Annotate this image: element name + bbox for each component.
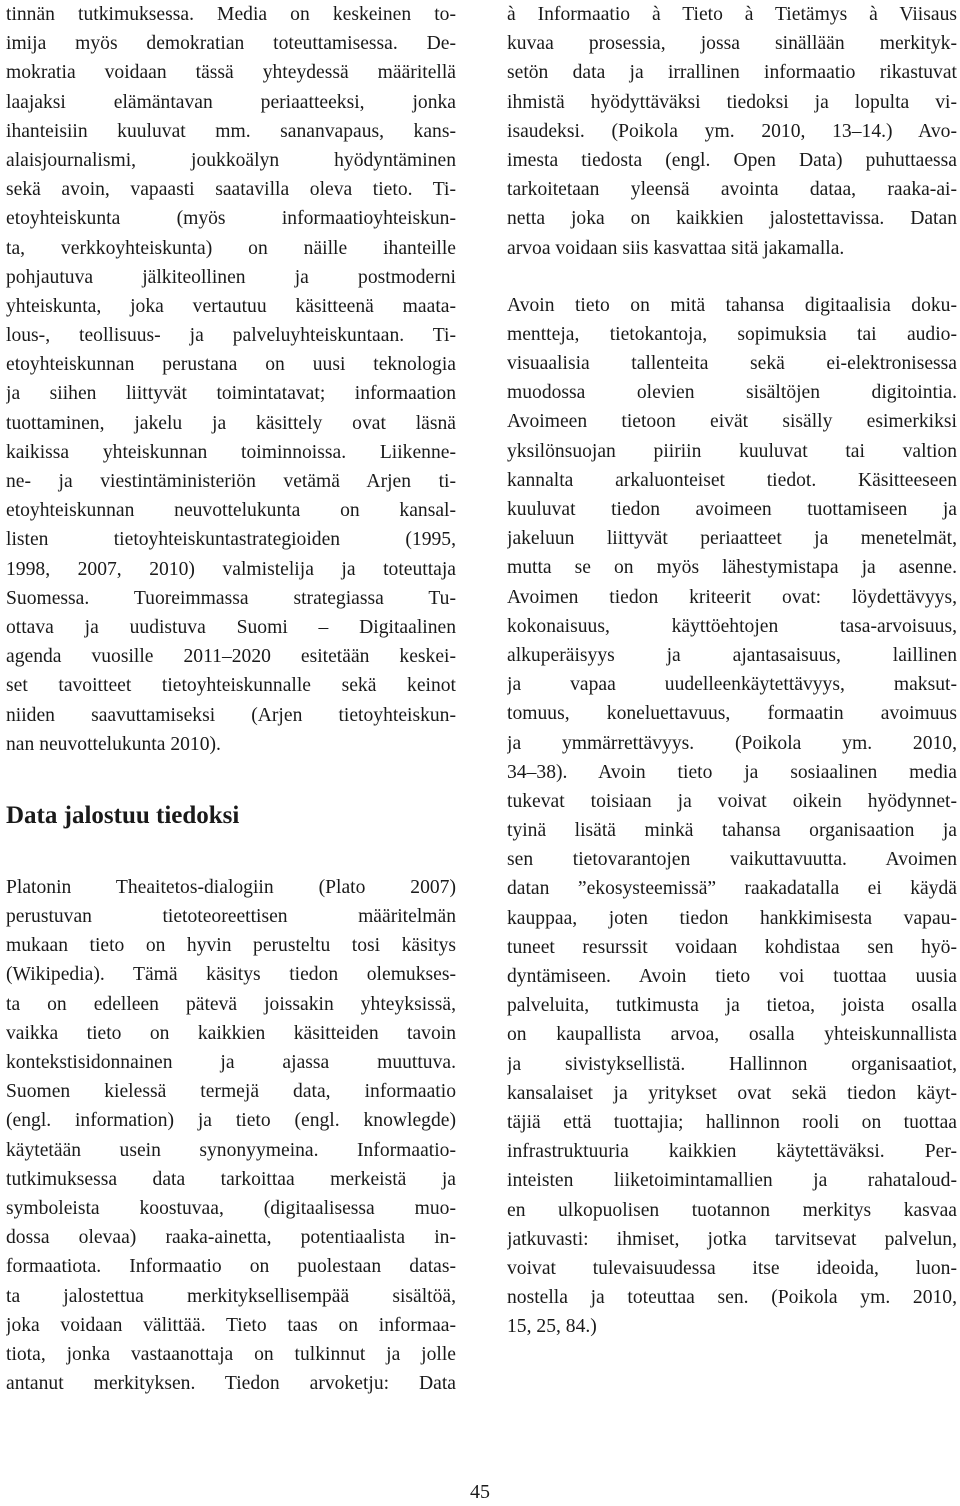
text-line: nostella ja toteuttaa sen. (Poikola ym. 2010, xyxy=(507,1287,957,1309)
text-line: dossa olevaa) raaka-ainetta, potentiaalista in- xyxy=(6,1227,456,1249)
text-line: agenda vuosille 2011–2020 esitetään keskei- xyxy=(6,646,456,668)
text-line: sen tietovarantojen vaikuttavuutta. Avoimen xyxy=(507,849,957,871)
text-line: ihanteisiin kuuluvat mm. sananvapaus, kans- xyxy=(6,120,456,142)
text-line: 15, 25, 84.) xyxy=(507,1316,597,1338)
text-line: tukevat toisiaan ja voivat oikein hyödynnet- xyxy=(507,790,957,812)
text-line: symboleista koostuvaa, (digitaalisessa muo- xyxy=(6,1197,456,1219)
left-column xyxy=(6,0,456,1398)
text-line: Avoimen tiedon kriteerit ovat: löydettävyys, xyxy=(507,586,957,608)
text-line: on kaupallista arvoa, osalla yhteiskunnallista xyxy=(507,1024,957,1046)
text-line: sekä avoin, vapaasti saatavilla oleva tieto. Ti- xyxy=(6,179,456,201)
text-line: mentteja, tietokantoja, sopimuksia tai audio- xyxy=(507,323,957,345)
text-line: kontekstisidonnainen ja ajassa muuttuva. xyxy=(6,1052,456,1073)
text-line: Platonin Theaitetos-dialogiin (Plato 2007) xyxy=(6,876,456,898)
text-line: antanut merkityksen. Tiedon arvoketju: Data xyxy=(6,1373,456,1395)
text-line: Avoimeen tietoon eivät sisälly esimerkiksi xyxy=(507,411,957,433)
text-line: Suomen kielessä termejä data, informaatio xyxy=(6,1081,456,1103)
text-line: datan ”ekosysteemissä” raakadatalla ei käydä xyxy=(507,878,957,900)
text-line: netta joka on kaikkien jalostettavissa. Datan xyxy=(507,208,957,230)
text-line: ihmistä hyödyttäväksi tiedoksi ja lopulta vi- xyxy=(507,91,957,113)
text-line: ottava ja uudistuva Suomi – Digitaalinen xyxy=(6,616,456,638)
text-line: jakeluun liittyvät periaatteet ja menetelmät, xyxy=(507,528,957,550)
text-line: ta, verkkoyhteiskunta) on näille ihanteille xyxy=(6,237,456,259)
text-line: kansalaiset ja yritykset ovat sekä tiedon käyt- xyxy=(507,1082,957,1104)
text-line: ta jalostettua merkityksellisempää sisältöä, xyxy=(6,1285,456,1307)
text-line: voivat tulevaisuudessa itse ideoida, luon- xyxy=(507,1257,957,1279)
text-line: formaatiota. Informaatio on puolestaan datas- xyxy=(6,1256,456,1278)
left-paragraph-1 xyxy=(6,0,456,759)
text-line: laajaksi elämäntavan periaatteeksi, jonka xyxy=(6,91,456,113)
text-line: tiota, jonka vastaanottaja on tulkinnut ja jolle xyxy=(6,1343,456,1365)
text-line: ta on edelleen pätevä joissakin yhteyksissä, xyxy=(6,993,456,1015)
text-line: palveluita, tutkimusta ja tietoa, joista osalla xyxy=(507,995,957,1017)
text-line: infrastruktuuria kaikkien käytettäväksi. Per- xyxy=(507,1141,957,1163)
text-line: ja ymmärrettävyys. (Poikola ym. 2010, xyxy=(507,732,957,754)
text-line: kannalta arkaluonteiset tiedot. Käsitteeseen xyxy=(507,469,957,491)
text-line: visuaalisia tallenteita sekä ei-elektronisessa xyxy=(507,353,957,375)
text-line: kuuluvat tiedon avoimeen tuottamiseen ja xyxy=(507,499,957,520)
text-line: tomuus, koneluettavuus, formaatin avoimuus xyxy=(507,703,957,725)
text-line: etoyhteiskunta (myös informaatioyhteiskun- xyxy=(6,208,456,230)
left-paragraph-2 xyxy=(6,873,456,1398)
text-line: Avoin tieto on mitä tahansa digitaalisia doku- xyxy=(507,294,957,316)
text-line: Suomessa. Tuoreimmassa strategiassa Tu- xyxy=(6,587,456,609)
text-line: alkuperäisyys ja ajantasaisuus, laillinen xyxy=(507,644,957,666)
text-line: ja vapaa uudelleenkäytettävyys, maksut- xyxy=(507,674,957,696)
text-line: set tavoitteet tietoyhteiskunnalle sekä keinot xyxy=(6,675,456,697)
text-line: ne- ja viestintäministeriön vetämä Arjen ti- xyxy=(6,471,456,492)
text-line: muodossa olevien sisältöjen digitointia. xyxy=(507,382,957,404)
text-line: inteisten liiketoimintamallien ja rahataloud- xyxy=(507,1170,957,1192)
text-line: yhteiskunta, joka vertautuu käsitteenä maata- xyxy=(6,295,456,317)
text-line: 1998, 2007, 2010) valmistelija ja toteuttaja xyxy=(6,558,456,580)
text-line: vaikka tieto on kaikkien käsitteiden tavoin xyxy=(6,1022,456,1044)
right-paragraph-2 xyxy=(507,291,957,1342)
text-line: dyntämiseen. Avoin tieto voi tuottaa uusia xyxy=(507,966,957,987)
text-line: kaikissa yhteiskunnan toiminnoissa. Liikenne- xyxy=(6,441,456,463)
text-line: mutta se on myös lähestymistapa ja asenne. xyxy=(507,557,957,579)
text-line: niiden saavuttamiseksi (Arjen tietoyhteiskun- xyxy=(6,704,456,726)
text-line: nan neuvottelukunta 2010). xyxy=(6,733,221,755)
text-line: imija myös demokratian toteuttamisessa. De- xyxy=(6,33,456,55)
text-line: tarkoitetaan yleensä avointa dataa, raaka-ai- xyxy=(507,179,957,201)
text-line: mokratia voidaan tässä yhteydessä määritellä xyxy=(6,62,456,84)
text-line: tutkimuksessa data tarkoittaa merkeistä ja xyxy=(6,1168,456,1190)
text-line: lous-, teollisuus- ja palveluyhteiskuntaan. Ti- xyxy=(6,325,456,347)
text-line: à Informaatio à Tieto à Tietämys à Viisaus xyxy=(507,4,957,25)
paragraph-gap xyxy=(507,263,957,291)
text-line: mukaan tieto on hyvin perusteltu tosi käsitys xyxy=(6,935,456,957)
text-line: täjiä että tuottajia; hallinnon rooli on tuottaa xyxy=(507,1111,957,1133)
text-line: joka voidaan välittää. Tieto taas on informaa- xyxy=(6,1314,456,1336)
text-line: perustuvan tietoteoreettisen määritelmän xyxy=(6,906,456,928)
right-paragraph-1 xyxy=(507,0,957,263)
text-line: arvoa voidaan siis kasvattaa sitä jakamalla. xyxy=(507,237,845,259)
text-line: (Wikipedia). Tämä käsitys tiedon olemukses- xyxy=(6,964,456,986)
text-line: jatkuvasti: ihmiset, jotka tarvitsevat palvelun, xyxy=(507,1228,957,1250)
text-line: tuottaminen, jakelu ja käsittely ovat läsnä xyxy=(6,412,456,434)
page-number: 45 xyxy=(470,1481,490,1503)
text-line: ja siihen liittyvät toimintatavat; informaation xyxy=(6,383,456,405)
text-line: etoyhteiskunnan perustana on uusi teknologia xyxy=(6,354,456,376)
text-line: käytetään usein synonyymeina. Informaatio- xyxy=(6,1139,456,1161)
text-line: (engl. information) ja tieto (engl. knowlegde) xyxy=(6,1110,456,1132)
text-line: tinnän tutkimuksessa. Media on keskeinen to- xyxy=(6,4,456,25)
text-line: setön data ja irrallinen informaatio rikastuvat xyxy=(507,62,957,84)
text-line: kuvaa prosessia, jossa sinällään merkityk- xyxy=(507,33,957,55)
text-line: tuneet resurssit voidaan kohdistaa sen hyö- xyxy=(507,936,957,958)
text-line: en ulkopuolisen tuotannon merkitys kasvaa xyxy=(507,1199,957,1221)
text-line: pohjautuva jälkiteollinen ja postmoderni xyxy=(6,266,456,288)
text-line: kauppaa, joten tiedon hankkimisesta vapau- xyxy=(507,907,957,929)
text-line: tyinä lisätä minkä tahansa organisaation ja xyxy=(507,820,957,842)
text-line: isaudeksi. (Poikola ym. 2010, 13–14.) Avo- xyxy=(507,120,957,142)
text-line: etoyhteiskunnan neuvottelukunta on kansal- xyxy=(6,500,456,522)
text-line: kokonaisuus, käyttöehtojen tasa-arvoisuus, xyxy=(507,615,957,637)
text-line: listen tietoyhteiskuntastrategioiden (1995, xyxy=(6,529,456,551)
right-column xyxy=(507,0,957,1341)
text-line: yksilönsuojan piiriin kuuluvat tai valtion xyxy=(507,440,957,462)
text-line: 34–38). Avoin tieto ja sosiaalinen media xyxy=(507,761,957,783)
text-line: imesta tiedosta (engl. Open Data) puhuttaessa xyxy=(507,149,957,171)
section-heading: Data jalostuu tiedoksi xyxy=(6,801,240,829)
text-line: ja sivistyksellistä. Hallinnon organisaatiot, xyxy=(507,1053,957,1075)
text-line: alaisjournalismi, joukkoälyn hyödyntäminen xyxy=(6,149,456,171)
